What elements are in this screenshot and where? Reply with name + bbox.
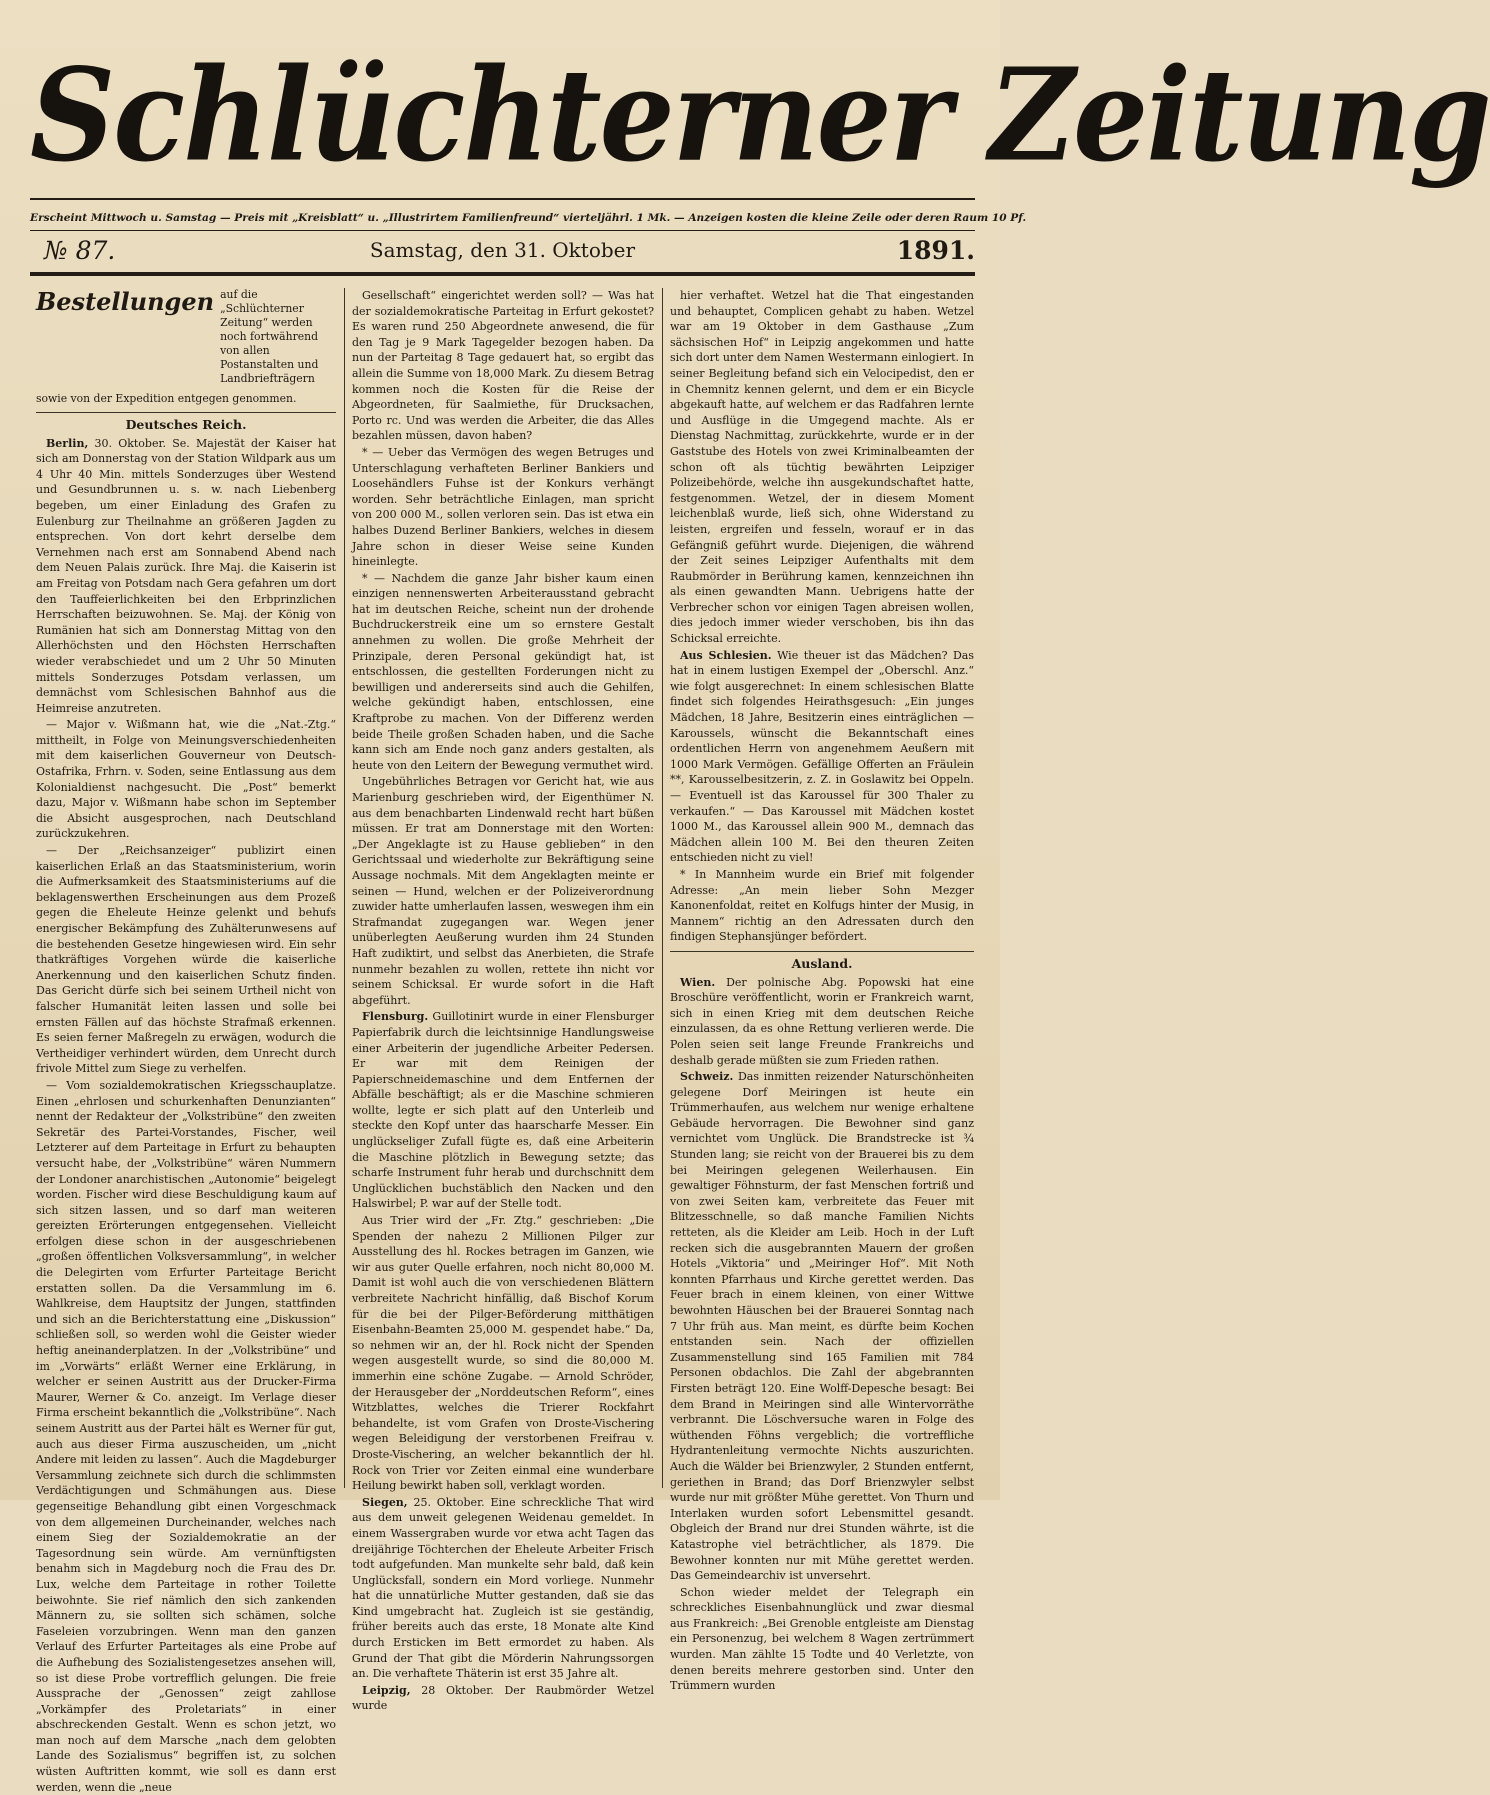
separator-rule: [36, 412, 336, 413]
article-paragraph: [352, 1495, 654, 1682]
article-paragraph: [670, 975, 974, 1069]
article-paragraph: [352, 1683, 654, 1714]
article-text: Das inmitten reizender Naturschönheiten gelegene Dorf Meiringen ist heute ein Trümmerhaufen, aus welchem nur wenige erhaltene Gebäude hervorragen. Die Bewohner sind ganz vernichtet vom Unglück. Die Brandstrecke ist ¾ Stunden lang; sie reicht von der Brauerei bis zu dem bei Meiringen gelegenen Weilerhausen. Ein gewaltiger Föhnsturm, der fast Menschen fortriß und von zwei Seiten kam, verbreitete das Feuer mit Blitzesschnelle, so daß manche Familien Nichts retteten, als die Kleider am Leib. Hoch in der Luft recken sich die ausgebrannten Mauern der großen Hotels „Viktoria“ und „Meiringer Hof“. Mit Noth konnten Pfarrhaus und Kirche gerettet werden. Das Feuer brach in einem kleinen, von einer Wittwe bewohnten Häuschen bei der Brauerei Sonntag nach 7 Uhr früh aus. Man meint, es dürfte beim Kochen entstanden sein. Nach der offiziellen Zusammenstellung sind 165 Familien mit 784 Personen obdachlos. Die Zahl der abgebrannten Firsten beträgt 120. Eine Wolff-Depesche besagt: Bei dem Brand in Meiringen sind alle Wintervorräthe verbrannt. Die Löschversuche waren in Folge des wüthenden Föhns vergeblich; die vortreffliche Hydrantenleitung vermochte Nichts auszurichten. Auch die Wälder bei Brienzwyler, 2 Stunden entfernt, geriethen in Brand; das Dorf Brienzwyler selbst wurde nur mit größter Mühe gerettet. Von Thurn und Interlaken wurden sofort Lebensmittel gesandt. Obgleich der Brand nur drei Stunden währte, ist die Katastrophe viel beträchtlicher, als 1879. Die Bewohner konnten nur mit Mühe gerettet werden. Das Gemeindearchiv ist unversehrt.: [670, 1070, 974, 1583]
column-3: [670, 288, 975, 1693]
article-text: 25. Oktober. Eine schreckliche That wird aus dem unweit gelegenen Weidenau gemeldet. In einem Wassergraben wurde vor etwa acht Tagen das dreijährige Töchterchen der Eheleute Arbeiter Frisch todt aufgefunden. Man munkelte sehr bald, daß kein Unglücksfall, sondern ein Mord vorliege. Nunmehr hat die unnatürliche Mutter gestanden, daß sie das Kind umgebracht hat. Zugleich ist sie geständig, früher bereits auch das erste, 18 Monate alte Kind durch Ersticken im Bett ermordet zu haben. Als Grund der That gibt die Mörderin Nahrungssorgen an. Die verhaftete Thäterin ist erst 35 Jahre alt.: [352, 1495, 654, 1681]
column-divider: [662, 288, 663, 1488]
article-text: * — Nachdem die ganze Jahr bisher kaum einen einzigen nennenswerten Arbeiterausstand gebracht hat im deutschen Reiche, scheint nun der drohende Buchdruckerstreik eine um so ernstere Gestalt annehmen zu wollen. Die große Mehrheit der Prinzipale, deren Personal gekündigt hat, ist entschlossen, die gestellten Forderungen nicht zu bewilligen und andererseits sind auch die Gehilfen, welche gekündigt haben, entschlossen, eine Kraftprobe zu machen. Von der Differenz werden beide Theile großen Schaden haben, und die Sache kann sich am Ende noch ganz anders gestalten, als heute von den Leitern der Bewegung vermuthet wird.: [352, 571, 654, 772]
article-paragraph: [36, 717, 336, 842]
issue-year: 1891.: [896, 236, 975, 265]
article-text: 30. Oktober. Se. Majestät der Kaiser hat sich am Donnerstag von der Station Wildpark aus um 4 Uhr 40 Min. mittels Sonderzuges über Westend und Gesundbrunnen u. s. w. nach Liebenberg begeben, um einer Einladung des Grafen zu Eulenburg zur Theilnahme an größeren Jagden zu entsprechen. Von dort kehrt derselbe dem Vernehmen nach erst am Sonnabend Abend nach dem Neuen Palais zurück. Ihre Maj. die Kaiserin ist am Freitag von Potsdam nach Gera gefahren um dort den Tauffeierlichkeiten bei den Erbprinzlichen Herrschaften beizuwohnen. Se. Maj. der König von Rumänien hat sich am Donnerstag Mittag von den Allerhöchsten und den Höchsten Herrschaften wieder verabschiedet und um 2 Uhr 50 Minuten mittels Sonderzuges Potsdam verlassen, um demnächst vom Schlesischen Bahnhof aus die Heimreise anzutreten.: [36, 436, 336, 715]
article-paragraph: [670, 1585, 974, 1694]
article-text: Der polnische Abg. Popowski hat eine Broschüre veröffentlicht, worin er Frankreich warnt, sich in einen Krieg mit dem deutschen Reiche einzulassen, da es ohne Rettung verlieren werde. Die Polen seien seit lange Freunde Frankreichs und deshalb gerade müßten sie zum Frieden rathen.: [670, 975, 974, 1067]
article-text: hier verhaftet. Wetzel hat die That eingestanden und behauptet, Complicen gehabt zu haben. Wetzel war am 19 Oktober in dem Gasthause „Zum sächsischen Hof“ in Leipzig angekommen und hatte sich dort unter dem Namen Westermann einlogiert. In seiner Begleitung befand sich ein Velocipedist, den er in Chemnitz kennen gelernt, und dem er ein Bicycle abgekauft hatte, auf welchem er das Radfahren lernte und Ausflüge in die Umgegend machte. Als er Dienstag Nachmittag, zurückkehrte, wurde er in der Gaststube des Hotels von zwei Kriminalbeamten der schon oft als tüchtig bewährten Leipziger Polizeibehörde, welche ihn ausgekundschaftet hatte, festgenommen. Wetzel, der in diesem Moment leichenblaß wurde, ließ sich, ohne Widerstand zu leisten, ergreifen und fesseln, worauf er in das Gefängniß geführt wurde. Diejenigen, die während der Zeit seines Leipziger Aufenthalts mit dem Raubmörder in Berührung kamen, kennzeichnen ihn als einen gewandten Mann. Uebrigens hatte der Verbrecher schon vor einigen Tagen abreisen wollen, dies jedoch immer wieder verschoben, bis ihn das Schicksal erreichte.: [670, 289, 974, 646]
subscription-heading: Bestellungen: [36, 287, 215, 316]
article-lead: Flensburg.: [362, 1010, 429, 1024]
subscription-text: auf die „Schlüchterner Zeitung“ werden noch fortwährend von allen Postanstalten und Landbriefträgern: [220, 288, 319, 385]
article-text: Aus Trier wird der „Fr. Ztg.“ geschrieben: „Die Spenden der nahezu 2 Millionen Pilger zur Ausstellung des hl. Rockes betragen im Ganzen, wie wir aus guter Quelle erfahren, noch nicht 80,000 M. Damit ist wohl auch die von verschiedenen Blättern verbreitete Nachricht hinfällig, daß Bischof Korum für die bei der Pilger-Beförderung mitthätigen Eisenbahn-Beamten 25,000 M. gespendet habe.“ Da, so nehmen wir an, der hl. Rock nicht der Spenden wegen ausgestellt wurde, so sind die 80,000 M. immerhin eine schöne Zugabe. — Arnold Schröder, der Herausgeber der „Norddeutschen Reform“, eines Witzblattes, welches die Trierer Rockfahrt behandelte, ist vom Grafen von Droste-Vischering wegen Beleidigung der verstorbenen Freifrau v. Droste-Vischering, an welcher bekanntlich der hl. Rock von Trier vor Zeiten einmal eine wunderbare Heilung bewirkt haben soll, verklagt worden.: [352, 1214, 654, 1493]
article-paragraph: [670, 648, 974, 866]
column-2: [352, 288, 654, 1713]
subtitle-rule: [30, 230, 975, 231]
newspaper-masthead: Schlüchterner Zeitung: [30, 39, 1490, 190]
subscription-notice: [36, 288, 336, 386]
article-paragraph: [352, 1009, 654, 1212]
article-text: Wie theuer ist das Mädchen? Das hat in einem lustigen Exempel der „Oberschl. Anz.“ wie folgt ausgerechnet: In einem schlesischen Blatte findet sich folgendes Heirathsgesuch: „Ein junges Mädchen, 18 Jahre, Besitzerin eines einträglichen — Karoussels, wünscht die Bekanntschaft eines ordentlichen Herrn von angenehmem Aeußern mit 1000 Mark Vermögen. Gefällige Offerten an Fräulein **, Karousselbesitzerin, z. Z. in Goslawitz bei Oppeln. — Eventuell ist das Karoussel für 300 Thaler zu verkaufen.“ — Das Karoussel mit Mädchen kostet 1000 M., das Karoussel allein 900 M., demnach das Mädchen allein 100 M. Bei den theuren Zeiten entschieden nicht zu viel!: [670, 648, 975, 865]
article-lead: Schweiz.: [680, 1070, 734, 1084]
section-heading: Deutsches Reich.: [125, 417, 247, 432]
article-lead: Berlin,: [46, 436, 89, 450]
subscription-text-end: sowie von der Expedition entgegen genommen.: [36, 392, 297, 405]
article-paragraph: [352, 571, 654, 774]
section-heading: Ausland.: [791, 955, 853, 971]
article-text: 28 Oktober. Der Raubmörder Wetzel wurde: [352, 1683, 654, 1713]
article-text: — Major v. Wißmann hat, wie die „Nat.-Ztg.“ mittheilt, in Folge von Meinungsverschiedenheiten mit dem kaiserlichen Gouverneur von Deutsch-Ostafrika, Frhrn. v. Soden, seine Entlassung aus dem Kolonialdienst nachgesucht. Die „Post“ bemerkt dazu, Major v. Wißmann habe schon im September die Absicht ausgesprochen, nach Deutschland zurückzukehren.: [36, 718, 336, 841]
article-lead: Leipzig,: [362, 1683, 411, 1697]
article-paragraph: [670, 867, 974, 945]
article-text: — Der „Reichsanzeiger“ publizirt einen kaiserlichen Erlaß an das Staatsministerium, worin die Aufmerksamkeit des Staatsministeriums auf die beklagenswerthen Erscheinungen aus dem Prozeß gegen die Eheleute Heinze gelenkt und behufs energischer Bekämpfung des Zuhälterunwesens auf die bestehenden Gesetze hingewiesen wird. Ein sehr thatkräftiges Vorgehen würde die kaiserliche Anerkennung und den kaiserlichen Schutz finden. Das Gericht dürfe sich bei seinem Urtheil nicht von falscher Humanität leiten lassen und solle bei ernsten Fällen auf das höchste Strafmaß erkennen. Es seien ferner Maßregeln zu erwägen, wodurch die Vertheidiger verhindert würden, dem Unrecht durch frivole Mittel zum Siege zu verhelfen.: [36, 844, 336, 1076]
article-paragraph: [36, 1078, 336, 1795]
article-paragraph: [36, 843, 336, 1077]
article-list: [670, 288, 974, 945]
article-lead: Aus Schlesien.: [680, 648, 772, 662]
article-lead: Wien.: [680, 975, 716, 989]
column-1: [36, 287, 336, 1794]
subscription-info-line: Erscheint Mittwoch u. Samstag — Preis mit „Kreisblatt“ u. „Illustrirtem Familienfreund“ vierteljährl. 1 Mk. — Anzeigen kosten die kleine Zeile oder deren Raum 10 Pf.: [30, 212, 1027, 224]
article-text: * In Mannheim wurde ein Brief mit folgender Adresse: „An mein lieber Sohn Mezger Kanonenfoldat, reitet en Kolfugs hinter der Musig, in Mannem“ richtig an den Adressaten durch den findigen Stephansjünger befördert.: [670, 867, 974, 944]
article-text: Guillotinirt wurde in einer Flensburger Papierfabrik durch die leichtsinnige Handlungsweise einer Arbeiterin der jugendliche Arbeiter Pedersen. Er war mit dem Reinigen der Papierschneidemaschine und dem Entfernen der Abfälle beschäftigt; als er die Maschine schmieren wollte, legte er sich platt auf den Unterleib und steckte den Kopf unter das haarscharfe Messer. Ein unglückseliger Zufall fügte es, daß eine Arbeiterin die Maschine plötzlich in Bewegung setzte; das scharfe Instrument fuhr herab und durchschnitt dem Unglücklichen buchstäblich den Nacken und den Halswirbel; P. war auf der Stelle todt.: [352, 1010, 654, 1211]
issue-line: [30, 236, 975, 270]
article-text: — Vom sozialdemokratischen Kriegsschauplatze. Einen „ehrlosen und schurkenhaften Denunzianten“ nennt der Redakteur der „Volkstribüne“ den zweiten Sekretär des Partei-Vorstandes, Fischer, weil Letzterer auf dem Parteitage in Erfurt zu behaupten versucht habe, der „Volkstribüne“ wären Nummern der Londoner anarchistischen „Autonomie“ beigelegt worden. Fischer wird diese Beschuldigung kaum auf sich sitzen lassen, und so darf man weiteren gereizten Erörterungen entgegensehen. Vielleicht erfolgen diese schon in der ausgeschriebenen „großen öffentlichen Volksversammlung“, in welcher die Delegirten vom Erfurter Parteitage Bericht erstatten sollen. Da die Versammlung im 6. Wahlkreise, dem Hauptsitz der Jungen, stattfinden und sich an die Berichterstattung eine „Diskussion“ schließen soll, so werden wohl die Geister wieder heftig aneinanderplatzen. In der „Volkstribüne“ und im „Vorwärts“ erläßt Werner eine Erklärung, in welcher er seinen Austritt aus der Drucker-Firma Maurer, Werner & Co. anzeigt. Im Verlage dieser Firma erscheint bekanntlich die „Volkstribüne“. Nach seinem Austritt aus der Partei hält es Werner für gut, auch aus dieser Firma auszuscheiden, um „nicht Andere mit leiden zu lassen“. Auch die Magdeburger Versammlung zeichnete sich durch die schlimmsten Verdächtigungen und Schmähungen aus. Diese gegenseitige Behandlung gibt einen Vorgeschmack von dem allgemeinen Durcheinander, welches nach einem Sieg der Sozialdemokratie an der Tagesordnung sein würde. Am vernünftigsten benahm sich in Magdeburg noch die Frau des Dr. Lux, welche dem Parteitage in rother Toilette beiwohnte. Sie rief nämlich den sich zankenden Männern zu, sie sollten sich schämen, solche Faseleien vorzubringen. Wenn man den ganzen Verlauf des Erfurter Parteitages als eine Probe auf die Aufhebung des Sozialistengesetzes ansehen will, so ist diese Probe vortrefflich gelungen. Die freie Aussprache der „Genossen“ zeigt zahllose „Vorkämpfer des Proletariats“ in einer abschreckenden Gestalt. Wenn es schon jetzt, wo man noch auf dem Marsche „nach dem gelobten Lande des Sozialismus“ begriffen ist, zu solchen wüsten Auftritten kommt, wie soll es dann erst werden, wenn die „neue: [36, 1078, 336, 1794]
article-list: [670, 975, 974, 1694]
masthead-rule-top: [30, 198, 975, 200]
separator-rule: [670, 951, 974, 952]
issue-rule-thick: [30, 272, 975, 276]
article-paragraph: [352, 445, 654, 570]
article-paragraph: [670, 1069, 974, 1584]
issue-number: № 87.: [44, 236, 116, 265]
article-lead: Siegen,: [362, 1495, 408, 1509]
article-list: [352, 288, 654, 1714]
article-text: * — Ueber das Vermögen des wegen Betruges und Unterschlagung verhafteten Berliner Bankiers und Loosehändlers Fuhse ist der Konkurs verhängt worden. Sehr beträchtliche Einlagen, man spricht von 200 000 M., sollen verloren sein. Das ist etwa ein halbes Duzend Berliner Bankiers, welches in diesem Jahre schon in dieser Weise seine Kunden hineinlegte.: [352, 445, 654, 569]
article-text: Gesellschaft“ eingerichtet werden soll? — Was hat der sozialdemokratische Parteitag in Erfurt gekostet? Es waren rund 250 Abgeordnete anwesend, die für den Tag je 9 Mark Tagegelder bezogen haben. Da nun der Parteitag 8 Tage gedauert hat, so ergibt das allein die Summe von 18,000 Mark. Zu diesem Betrag kommen noch die Kosten für die Reise der Abgeordneten, für Saalmiethe, für Drucksachen, Porto rc. Und was werden die Arbeiter, die das Alles bezahlen müssen, davon haben?: [352, 289, 654, 443]
article-text: Schon wieder meldet der Telegraph ein schreckliches Eisenbahnunglück und zwar diesmal aus Frankreich: „Bei Grenoble entgleiste am Dienstag ein Personenzug, bei welchem 8 Wagen zertrümmert wurden. Man zählte 15 Todte und 40 Verletzte, von denen bereits mehrere gestorben sind. Unter den Trümmern wurden: [670, 1585, 974, 1693]
article-paragraph: [36, 436, 336, 717]
article-paragraph: [352, 288, 654, 444]
column-divider: [344, 288, 345, 1488]
article-paragraph: [670, 288, 974, 647]
issue-date: Samstag, den 31. Oktober: [369, 238, 636, 262]
article-paragraph: [352, 1213, 654, 1494]
article-text: Ungebührliches Betragen vor Gericht hat, wie aus Marienburg geschrieben wird, der Eigenthümer N. aus dem benachbarten Lindenwald recht hart büßen müssen. Er trat am Donnerstage mit den Worten: „Der Angeklagte ist zu Hause geblieben“ in den Gerichtssaal und wiederholte zur Bekräftigung seine Aussage nochmals. Mit dem Angeklagten meinte er seinen — Hund, welchen er der Polizeiverordnung zuwider hatte umherlaufen lassen, weswegen ihm ein Strafmandat zugegangen war. Wegen jener unüberlegten Aeußerung wurden ihm 24 Stunden Haft zudiktirt, und selbst das Anerbieten, die Strafe nunmehr bezahlen zu wollen, rettete ihn nicht vor seinem Schicksal. Er wurde sofort in die Haft abgeführt.: [352, 775, 654, 1007]
article-paragraph: [352, 774, 654, 1008]
article-list: [36, 436, 336, 1795]
